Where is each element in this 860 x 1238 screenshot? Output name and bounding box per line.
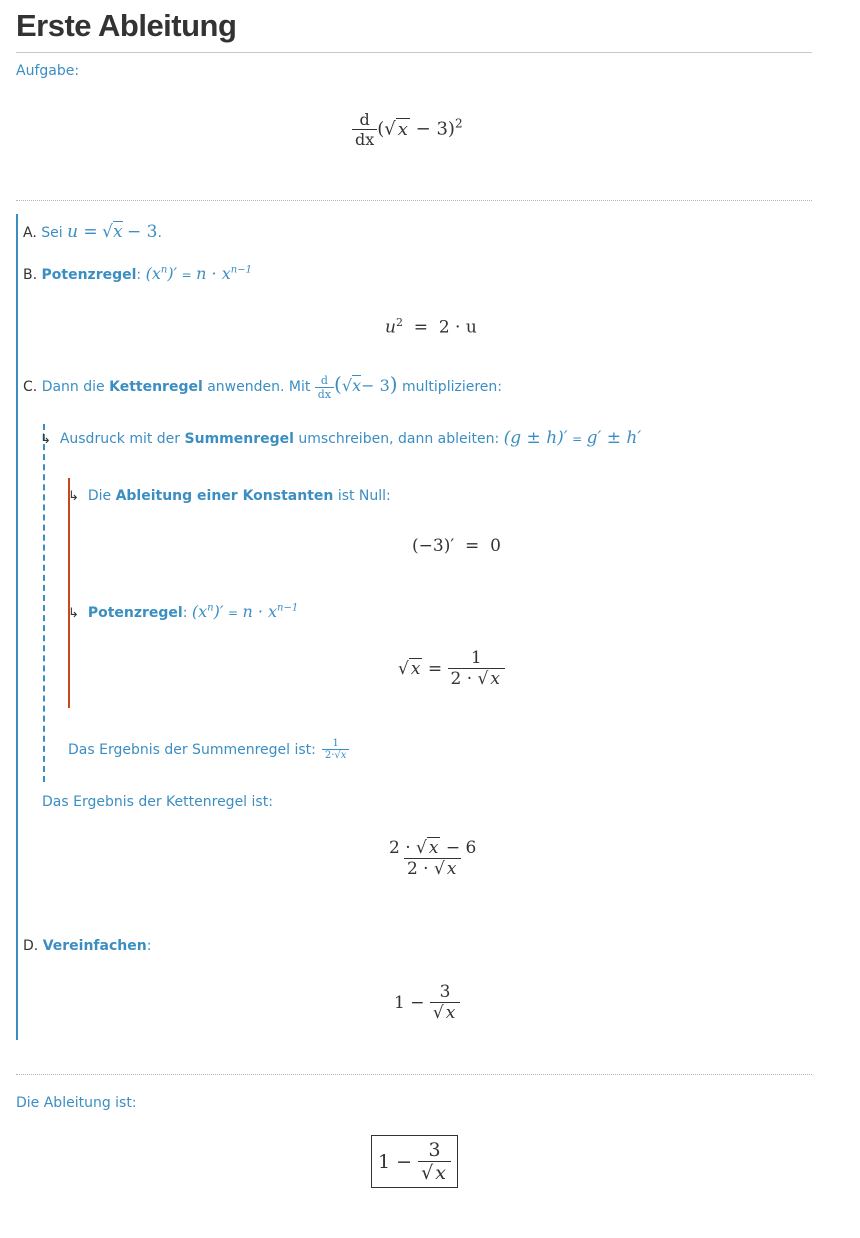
final-num: 3 bbox=[428, 1139, 441, 1161]
sub2-post: ist Null: bbox=[337, 488, 391, 504]
step-b-formula-right: n · x bbox=[196, 264, 231, 283]
return-arrow-icon: ↳ bbox=[68, 489, 79, 504]
return-arrow-icon: ↳ bbox=[40, 432, 51, 447]
chain-den-left: 2 · bbox=[406, 859, 429, 879]
task-dx: dx bbox=[352, 129, 377, 149]
sub3-rule[interactable]: Potenzregel bbox=[87, 605, 183, 621]
step-c-dx: dx bbox=[315, 387, 334, 401]
step-a: A. Sei u = √x − 3. bbox=[23, 222, 162, 242]
sub3-den-left: 2 · bbox=[450, 669, 473, 689]
sub3-formula-exp: n−1 bbox=[277, 602, 299, 614]
step-c-d: d bbox=[320, 373, 328, 387]
sub1-rule[interactable]: Summenregel bbox=[184, 431, 294, 447]
step-d-result: 1 − $\frac{3}{√ x}$ bbox=[394, 982, 460, 1023]
substep-konstante bbox=[68, 488, 391, 504]
task-d: d bbox=[359, 110, 370, 129]
step-b-result-eq: = bbox=[413, 317, 429, 338]
sub3-num: 1 bbox=[470, 648, 482, 668]
step-c-letter: C. bbox=[23, 379, 38, 395]
chain-result-text: Das Ergebnis der Kettenregel ist: bbox=[42, 794, 273, 810]
step-d-rule[interactable]: Vereinfachen bbox=[42, 938, 147, 954]
substeps-guide-line bbox=[43, 424, 45, 782]
chain-result-expr: $\frac{2 \cdot √ x - 6}{2 \cdot √ x}$ bbox=[389, 838, 477, 879]
final-label: Die Ableitung ist: bbox=[16, 1095, 137, 1111]
step-b-result-right: 2 · u bbox=[438, 317, 477, 338]
sub2-result-expr: (−3)′ bbox=[412, 536, 455, 556]
sub2-rule[interactable]: Ableitung einer Konstanten bbox=[115, 488, 334, 504]
sub3-sqrt: x bbox=[410, 658, 421, 679]
step-b-result-exp: 2 bbox=[395, 316, 403, 329]
sum-result-den: 2· bbox=[324, 750, 335, 761]
title-divider bbox=[16, 52, 812, 53]
step-b-result bbox=[385, 316, 477, 338]
step-b-formula-left: (x bbox=[145, 264, 161, 283]
sum-result-sqrt: x bbox=[340, 750, 347, 761]
step-a-tail: − 3 bbox=[127, 222, 158, 242]
step-d-num: 3 bbox=[439, 982, 451, 1002]
final-one: 1 − bbox=[378, 1150, 413, 1173]
final-sqrt: x bbox=[435, 1162, 446, 1184]
step-d-letter: D. bbox=[23, 938, 39, 954]
substep-summenregel bbox=[40, 428, 641, 448]
step-c: C. Dann die Kettenregel anwenden. Mit $\frac{d}{dx}$ (√x− 3) multiplizieren: bbox=[23, 372, 502, 401]
step-d-colon: : bbox=[146, 938, 152, 954]
step-c-pre: Dann die bbox=[41, 379, 105, 395]
sub3-result: √ x = $\frac{1}{2 \cdot √ x}$ bbox=[398, 648, 505, 689]
step-a-sqrt: x bbox=[112, 222, 123, 242]
step-b-eq: = bbox=[181, 268, 192, 282]
page-title: Erste Ableitung bbox=[16, 8, 237, 43]
step-b-formula-n: n bbox=[160, 264, 168, 276]
sub3-formula-prime: )′ bbox=[213, 602, 224, 621]
step-c-post: multiplizieren: bbox=[402, 379, 502, 395]
sum-result-num: 1 bbox=[332, 738, 339, 749]
task-paren: ( bbox=[377, 118, 385, 140]
sub3-colon: : bbox=[182, 605, 188, 621]
sub2-result-eq: = bbox=[465, 536, 480, 556]
sub1-formula-right: g′ ± h′ bbox=[586, 428, 642, 448]
divider-dotted-top bbox=[16, 200, 812, 201]
sub2-pre: Die bbox=[87, 488, 112, 504]
step-a-dot: . bbox=[157, 225, 162, 241]
sub3-result-eq: = bbox=[427, 658, 443, 679]
step-b-result-left: u bbox=[385, 317, 396, 338]
step-c-rule[interactable]: Kettenregel bbox=[109, 379, 203, 395]
step-a-u: u = bbox=[67, 222, 98, 242]
step-a-letter: A. bbox=[23, 225, 37, 241]
sub1-pre: Ausdruck mit der bbox=[59, 431, 181, 447]
chain-num-sqrt: x bbox=[428, 838, 439, 858]
chain-den-sqrt: x bbox=[446, 859, 457, 879]
step-c-mid: anwenden. Mit bbox=[207, 379, 311, 395]
step-b-letter: B. bbox=[23, 267, 38, 283]
task-label: Aufgabe: bbox=[16, 63, 80, 79]
sub1-formula-left: (g ± h)′ bbox=[503, 428, 568, 448]
sub3-formula-left: (x bbox=[191, 602, 208, 621]
step-c-expr: − 3 bbox=[361, 376, 390, 395]
sub1-mid: umschreiben, dann ableiten: bbox=[298, 431, 500, 447]
step-d-one: 1 − bbox=[394, 992, 425, 1013]
step-d-sqrt: x bbox=[445, 1003, 456, 1023]
chain-num-left: 2 · bbox=[389, 838, 411, 858]
sub3-formula-right: n · x bbox=[242, 602, 278, 621]
step-c-sqrt: x bbox=[352, 376, 362, 395]
sub3-den-sqrt: x bbox=[490, 669, 500, 689]
sub2-result-value: 0 bbox=[490, 536, 501, 556]
sum-result-text: Das Ergebnis der Summenregel ist: bbox=[68, 741, 316, 758]
task-exp: 2 bbox=[454, 116, 463, 131]
task-sqrt-arg: x bbox=[397, 118, 408, 140]
sub3-formula-n: n bbox=[207, 602, 214, 614]
task-minus3: − 3) bbox=[415, 118, 455, 140]
sum-result: Das Ergebnis der Summenregel ist: $\frac{1}{2\cdot√x}$ bbox=[68, 738, 349, 761]
steps-guide-line bbox=[16, 214, 18, 1040]
subsubsteps-guide-line bbox=[68, 478, 70, 708]
step-d bbox=[23, 938, 151, 954]
final-answer-box: 1 − $\frac{3}{√ x}$ bbox=[371, 1135, 458, 1188]
step-b-rule[interactable]: Potenzregel bbox=[41, 267, 137, 283]
task-expression: $\frac{d}{dx}$ (√ x − 3)$^2$ bbox=[352, 110, 463, 149]
step-b bbox=[23, 264, 252, 283]
divider-dotted-bottom bbox=[16, 1074, 812, 1075]
sub3-eq: = bbox=[227, 606, 238, 620]
step-a-text: Sei bbox=[41, 225, 63, 241]
step-b-formula-prime: )′ bbox=[167, 264, 178, 283]
step-b-formula-exp: n−1 bbox=[230, 264, 252, 276]
sub2-result bbox=[412, 536, 501, 556]
substep-potenzregel bbox=[68, 602, 298, 621]
chain-num-right: − 6 bbox=[445, 838, 477, 858]
return-arrow-icon: ↳ bbox=[68, 606, 79, 621]
step-b-colon: : bbox=[136, 267, 142, 283]
sub1-eq: = bbox=[572, 432, 583, 446]
